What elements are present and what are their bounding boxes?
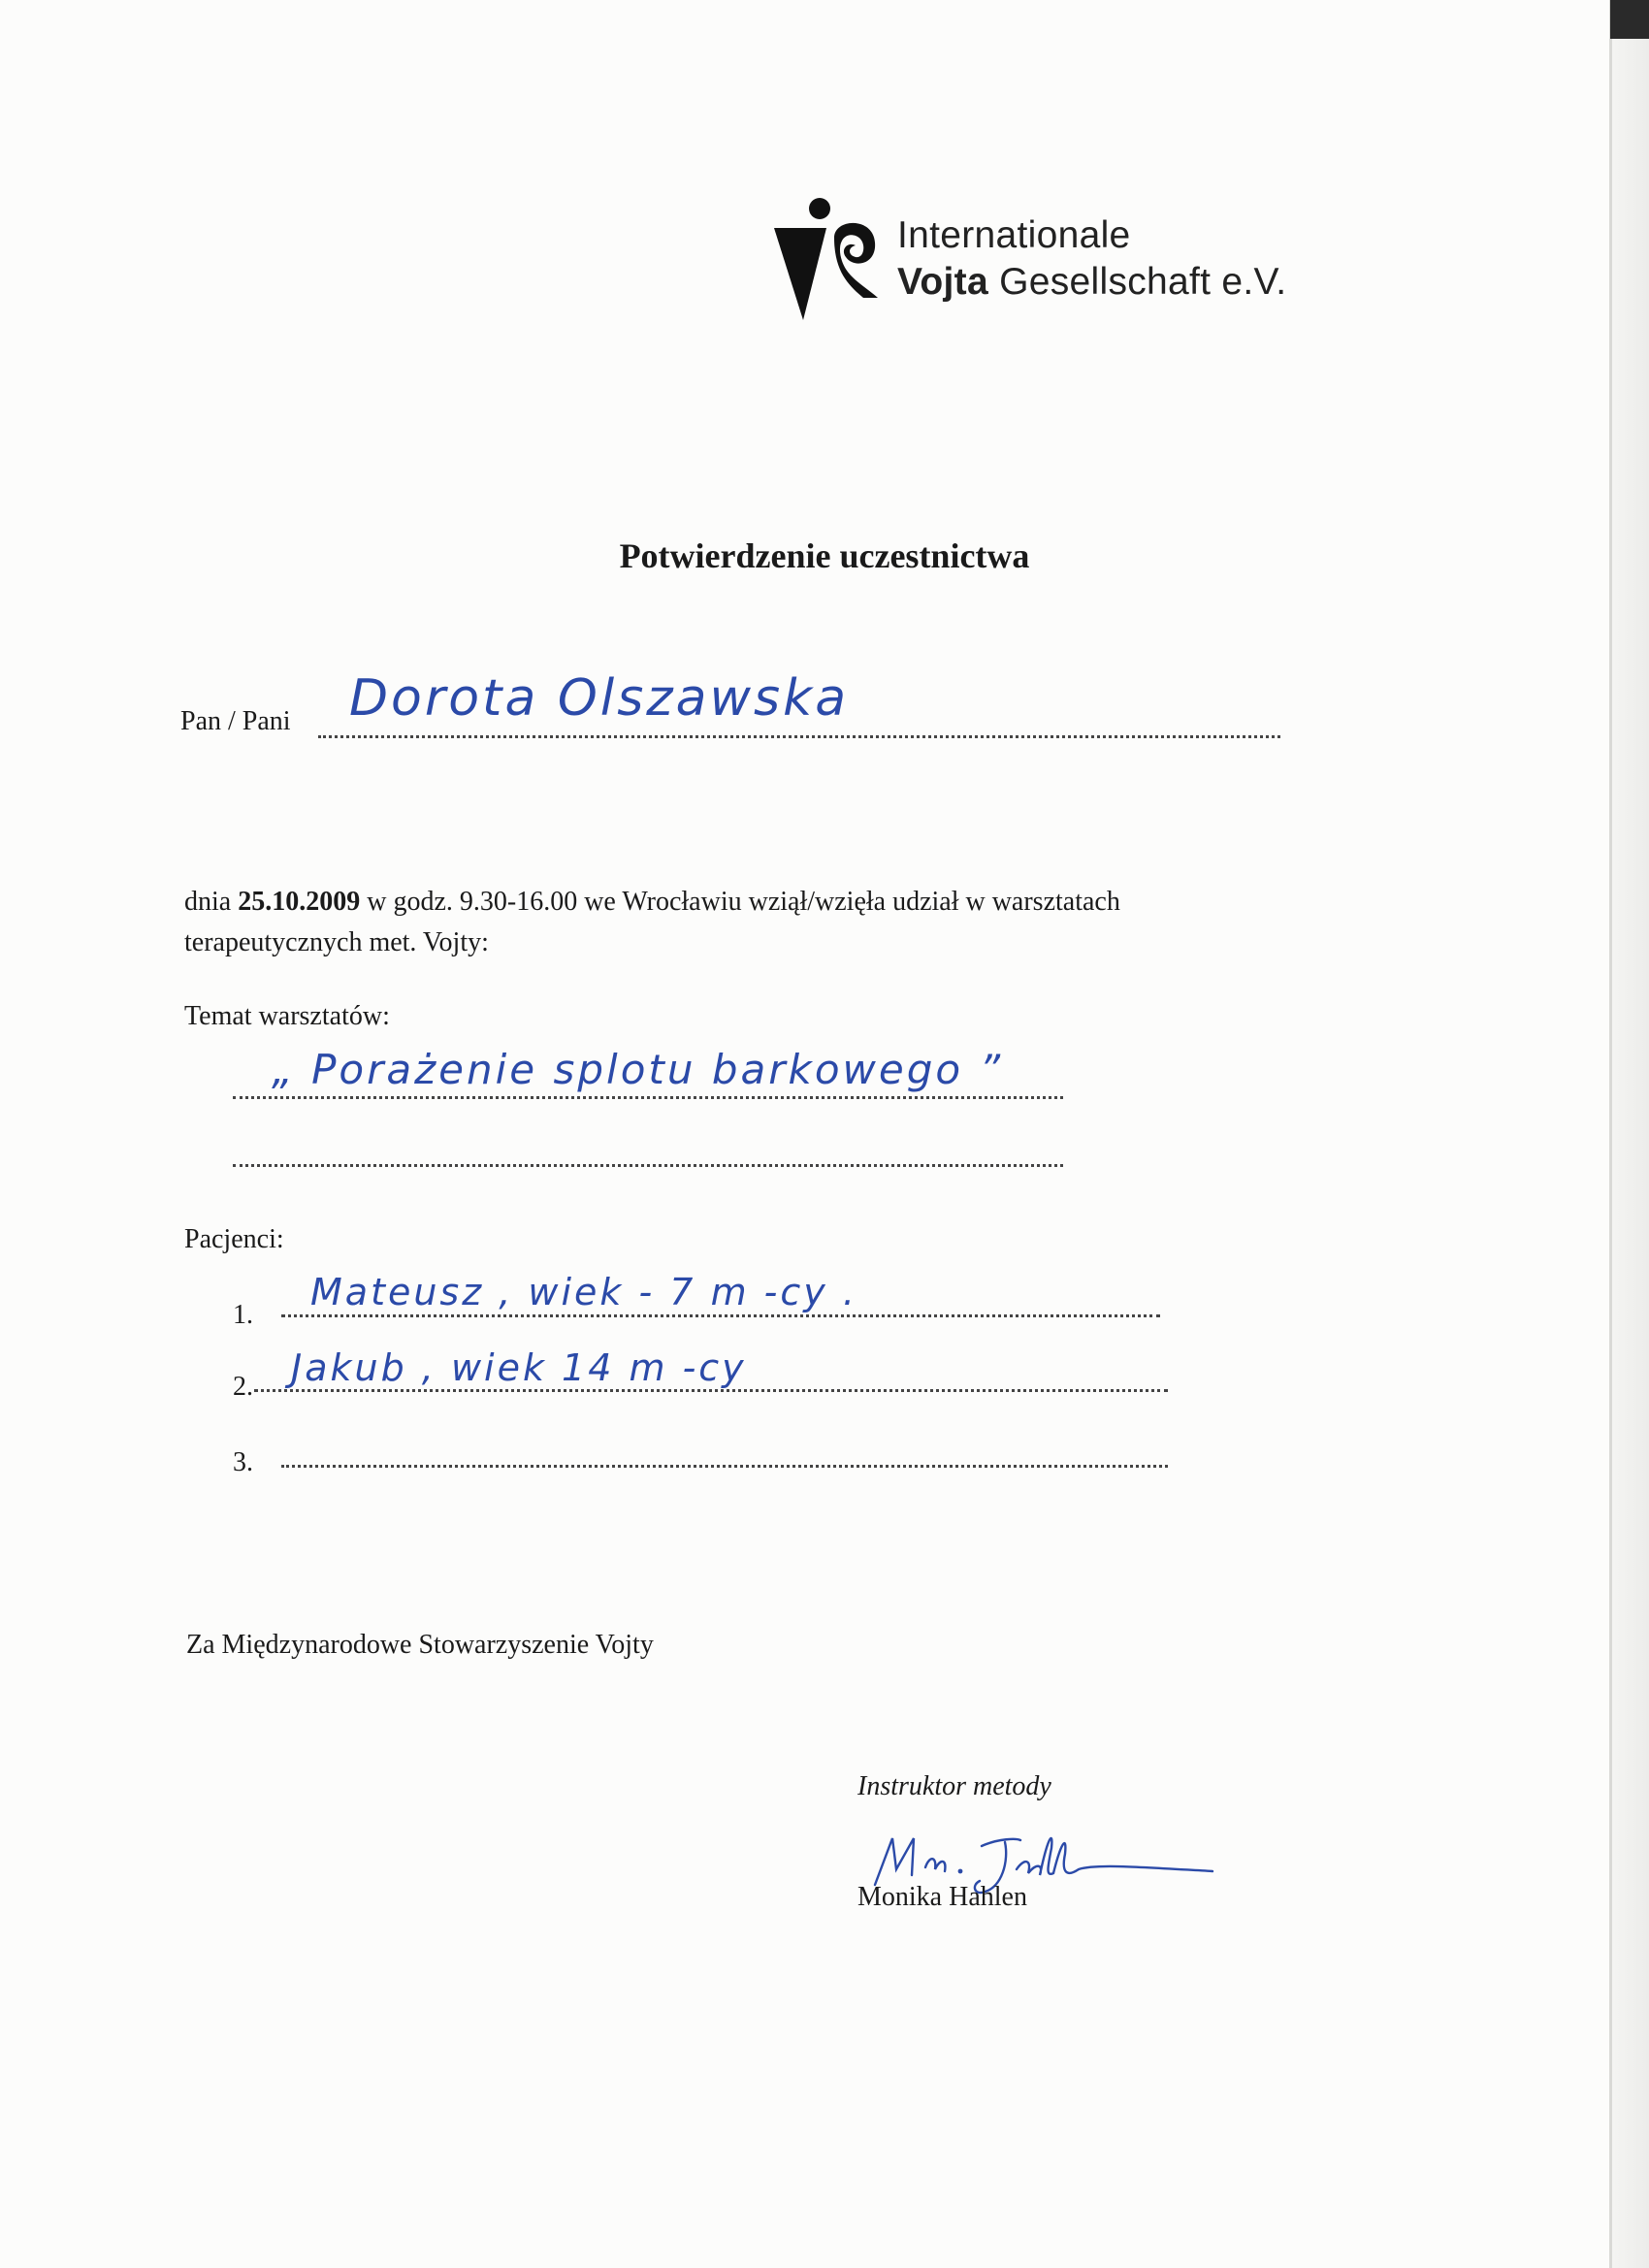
patient-number-3: 3. (233, 1447, 253, 1477)
document-title: Potwierdzenie uczestnictwa (619, 536, 1030, 575)
vojta-logo-mark (766, 189, 892, 325)
date-prefix: dnia (184, 887, 239, 917)
patient-2-handwritten: Jakub , wiek 14 m -cy (291, 1346, 747, 1389)
topic-label: Temat warsztatów: (184, 1001, 390, 1031)
vojta-logo (766, 189, 1310, 335)
logo-text (897, 212, 1286, 306)
scan-corner (1610, 0, 1649, 39)
logo-line1: Internationale (897, 214, 1131, 256)
workshop-date: 25.10.2009 (238, 887, 361, 917)
instructor-name: Monika Hahlen (857, 1882, 1027, 1912)
logo-line2 (897, 259, 1286, 306)
participant-dotted-line (318, 735, 1280, 738)
patients-label: Pacjenci: (184, 1224, 284, 1254)
topic-handwritten: „ Porażenie splotu barkowego ” (272, 1046, 1004, 1093)
workshop-sentence-line2: terapeutycznych met. Vojty: (184, 927, 489, 957)
logo-bold-word: Vojta (897, 261, 988, 303)
patient-1-dotted-line (281, 1314, 1160, 1317)
participant-name-handwritten: Dorota Olszawska (349, 669, 850, 728)
scan-edge (1612, 0, 1649, 2268)
patient-1-handwritten: Mateusz , wiek - 7 m -cy . (310, 1271, 857, 1313)
patient-number-1: 1. (233, 1300, 253, 1330)
workshop-sentence-line1 (184, 887, 1120, 918)
topic-dotted-line-1 (233, 1096, 1063, 1099)
instructor-role: Instruktor metody (857, 1771, 1051, 1801)
participant-label: Pan / Pani (180, 706, 291, 736)
patient-2-dotted-line (254, 1389, 1168, 1392)
patient-3-dotted-line (281, 1465, 1168, 1468)
sentence-rest: w godz. 9.30-16.00 we Wrocławiu wziął/wzięła udział w warsztatach (360, 887, 1120, 917)
patient-number-2: 2. (233, 1372, 253, 1402)
logo-rest: Gesellschaft e.V. (987, 261, 1287, 303)
organization-line: Za Międzynarodowe Stowarzyszenie Vojty (186, 1630, 654, 1660)
topic-dotted-line-2 (233, 1164, 1063, 1167)
